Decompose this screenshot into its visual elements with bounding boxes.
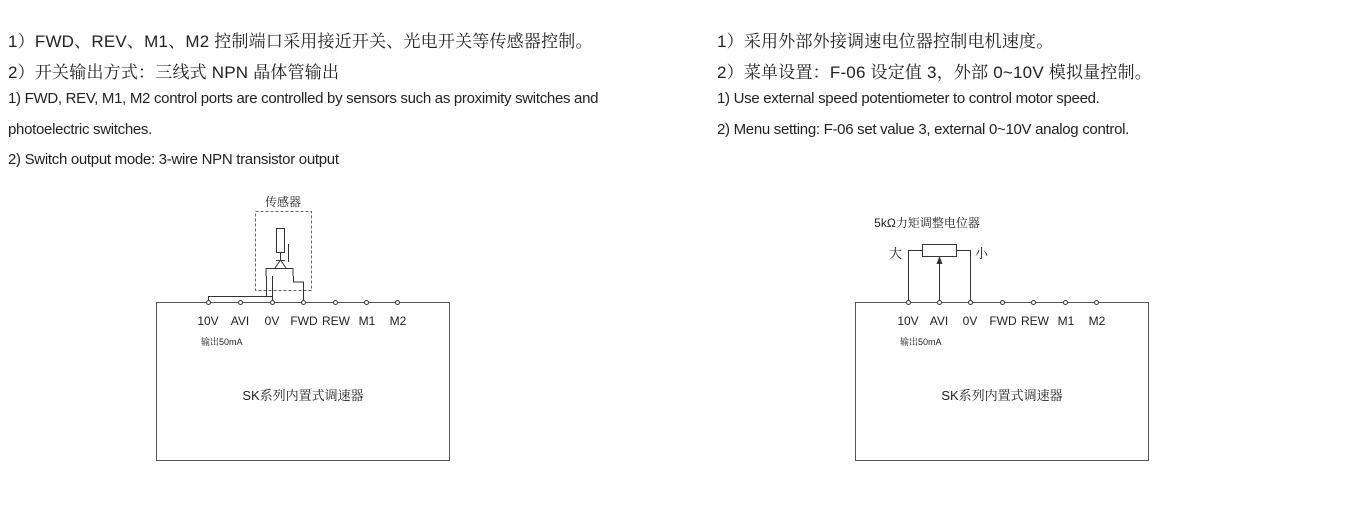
right-line-1: 1）采用外部外接调速电位器控制电机速度。 — [717, 32, 1054, 51]
left-terminal-10v: 10V — [197, 314, 219, 328]
sensor-label: 传感器 — [264, 195, 302, 209]
pot-min-label: 小 — [975, 246, 989, 261]
left-terminal-avi: AVI — [230, 314, 250, 328]
right-terminal-m1: M1 — [1057, 314, 1075, 328]
pot-max-label: 大 — [889, 246, 903, 261]
left-line-1: 1）FWD、REV、M1、M2 控制端口采用接近开关、光电开关等传感器控制。 — [8, 32, 593, 51]
left-terminal-m2: M2 — [389, 314, 407, 328]
left-terminal-0v: 0V — [264, 314, 280, 328]
potentiometer-label: 5kΩ力矩调整电位器 — [874, 216, 980, 230]
left-controller-label: SK系列内置式调速器 — [242, 388, 364, 403]
right-output-note: 输出50mA — [900, 337, 942, 347]
left-line-3: 1) FWD, REV, M1, M2 control ports are controlled by sensors such as proximity switches and — [8, 90, 599, 107]
right-terminal-fwd: FWD — [989, 314, 1017, 328]
left-line-2: 2）开关输出方式：三线式 NPN 晶体管输出 — [8, 63, 340, 82]
right-line-4: 2) Menu setting: F-06 set value 3, external 0~10V analog control. — [717, 121, 1130, 138]
left-output-note: 输出50mA — [201, 337, 243, 347]
right-terminal-m2: M2 — [1088, 314, 1106, 328]
left-terminal-fwd: FWD — [290, 314, 318, 328]
right-line-3: 1) Use external speed potentiometer to control motor speed. — [717, 90, 1100, 107]
right-terminal-rew: REW — [1021, 314, 1049, 328]
right-terminal-0v: 0V — [962, 314, 978, 328]
left-terminal-m1: M1 — [358, 314, 376, 328]
left-line-4: photoelectric switches. — [8, 121, 153, 138]
right-terminal-avi: AVI — [929, 314, 949, 328]
left-terminal-rew: REW — [322, 314, 350, 328]
potentiometer-symbol — [909, 245, 971, 303]
right-line-2: 2）菜单设置：F-06 设定值 3，外部 0~10V 模拟量控制。 — [717, 63, 1152, 82]
left-line-5: 2) Switch output mode: 3-wire NPN transistor output — [8, 151, 339, 168]
right-controller-label: SK系列内置式调速器 — [941, 388, 1063, 403]
potentiometer-wiper-arrow — [937, 256, 943, 264]
right-terminal-10v: 10V — [897, 314, 919, 328]
